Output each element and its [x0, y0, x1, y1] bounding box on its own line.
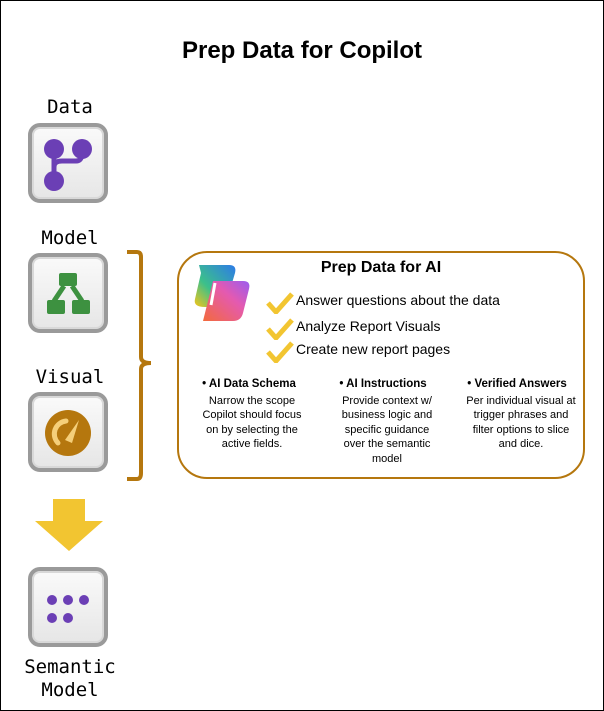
column-text: Per individual visual at trigger phrases and filter options to slice and dice. [466, 394, 576, 450]
stage-label-data: Data [47, 96, 93, 118]
checkmark-icon [266, 292, 294, 314]
stage-label-visual: Visual [35, 366, 105, 388]
stage-label-semantic: Semantic [24, 656, 116, 678]
column-heading: • AI Instructions [339, 378, 427, 390]
checkmark-icon [266, 318, 294, 340]
column-heading: • AI Data Schema [202, 378, 296, 390]
stage-label-model: Model [41, 227, 99, 249]
column-verified-answers [449, 377, 585, 452]
column-text: Narrow the scope Copilot should focus on by selecting the active fields. [202, 394, 302, 450]
column-heading-text: AI Instructions [346, 378, 427, 390]
gauge-icon [32, 396, 104, 468]
stage-label-model-2: Model [41, 679, 99, 701]
check-item [266, 292, 500, 317]
dots-grid-icon [32, 571, 104, 643]
page-title: Prep Data for Copilot [181, 37, 422, 64]
check-item-text: Answer questions about the data [296, 292, 500, 308]
branch-icon [32, 127, 104, 199]
column-ai-instructions [315, 377, 451, 466]
hierarchy-icon [32, 257, 104, 329]
check-item [266, 318, 441, 343]
check-item [266, 341, 451, 366]
model-tile [28, 253, 108, 333]
column-heading-text: AI Data Schema [208, 378, 296, 390]
column-ai-data-schema [181, 377, 317, 452]
column-heading-text: Verified Answers [474, 378, 567, 390]
semantic-model-tile [28, 567, 108, 647]
check-item-text: Analyze Report Visuals [296, 318, 441, 334]
down-arrow-icon [35, 499, 103, 551]
column-text: Provide context w/ business logic and specific guidance over the semantic model [341, 394, 433, 465]
data-tile [28, 123, 108, 203]
visual-tile [28, 392, 108, 472]
curly-brace [123, 249, 159, 483]
checkmark-icon [266, 341, 294, 363]
check-item-text: Create new report pages [296, 341, 451, 357]
column-heading: • Verified Answers [467, 378, 567, 390]
panel-title: Prep Data for AI [320, 259, 442, 276]
